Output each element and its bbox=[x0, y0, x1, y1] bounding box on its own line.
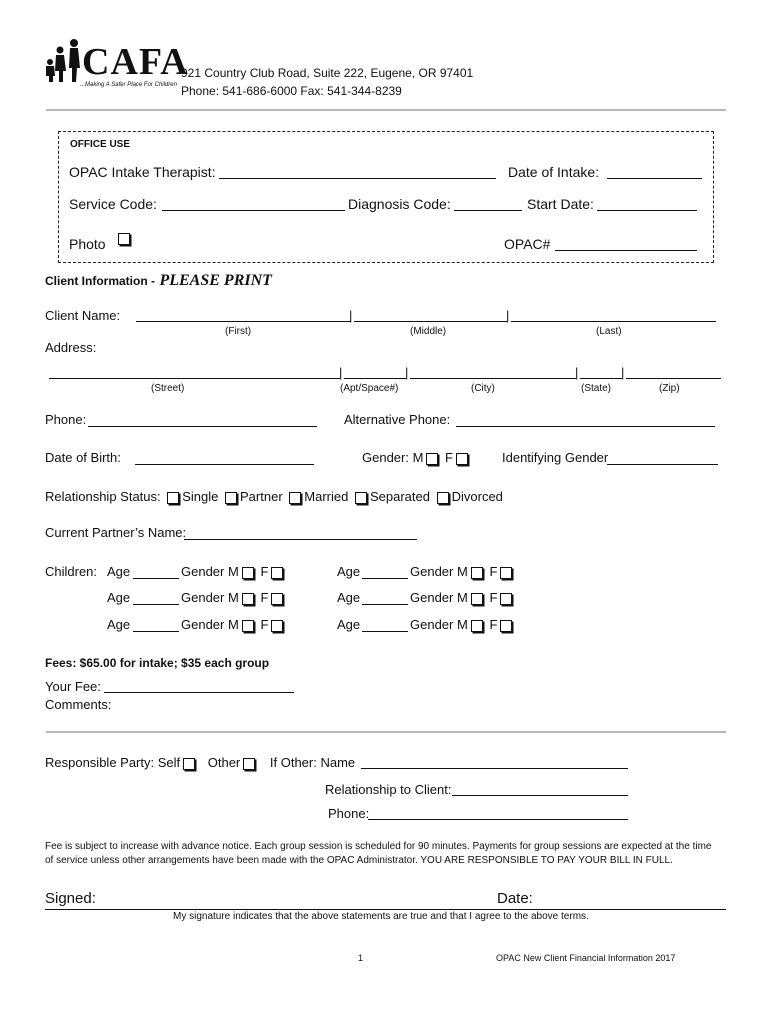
child-f-checkbox[interactable] bbox=[271, 593, 283, 605]
identifying-gender-label: Identifying Gender bbox=[502, 450, 609, 465]
org-address: 921 Country Club Road, Suite 222, Eugene, OR 97401 bbox=[181, 66, 474, 80]
child-m-checkbox[interactable] bbox=[242, 620, 254, 632]
opac-number-field[interactable] bbox=[555, 250, 697, 251]
relationship-to-client-label: Relationship to Client: bbox=[325, 782, 452, 797]
zip-field[interactable] bbox=[626, 378, 721, 379]
signed-label: Signed: bbox=[45, 890, 96, 907]
comments-rule bbox=[46, 731, 726, 733]
divorced-label: Divorced bbox=[451, 489, 503, 504]
age-label: Age bbox=[107, 590, 131, 605]
age-label: Age bbox=[337, 617, 361, 632]
org-phone-fax: Phone: 541-686-6000 Fax: 541-344-8239 bbox=[181, 84, 402, 98]
child-f-checkbox[interactable] bbox=[271, 567, 283, 579]
therapist-label: OPAC Intake Therapist: bbox=[69, 164, 216, 180]
relationship-to-client-field[interactable] bbox=[452, 795, 628, 796]
gender-f-label: F bbox=[445, 450, 453, 465]
gender-m-checkbox[interactable] bbox=[426, 453, 438, 465]
middle-caption: (Middle) bbox=[410, 326, 447, 337]
children-label: Children: bbox=[45, 564, 98, 579]
partner-label: Partner bbox=[240, 489, 283, 504]
alt-phone-label: Alternative Phone: bbox=[344, 412, 451, 427]
intake-date-field[interactable] bbox=[607, 178, 702, 179]
child-age-field[interactable] bbox=[133, 578, 179, 579]
office-use-title: OFFICE USE bbox=[70, 139, 131, 150]
fees-heading: Fees: $65.00 for intake; $35 each group bbox=[45, 656, 270, 670]
gender-label: Gender: M bbox=[362, 450, 424, 465]
other-name-field[interactable] bbox=[361, 768, 628, 769]
child-gender-m-label: Gender M bbox=[410, 590, 468, 605]
address-label: Address: bbox=[45, 340, 97, 355]
if-other-name-label: If Other: Name bbox=[269, 755, 356, 770]
street-field[interactable] bbox=[49, 378, 340, 379]
logo-tagline: ...Making A Safer Place For Children bbox=[80, 82, 177, 88]
first-caption: (First) bbox=[225, 326, 252, 337]
photo-checkbox[interactable] bbox=[118, 233, 130, 245]
client-info-heading-text: Client Information - bbox=[45, 274, 155, 288]
page-number: 1 bbox=[358, 953, 364, 963]
responsible-self-label: Responsible Party: Self bbox=[45, 755, 181, 770]
age-label: Age bbox=[337, 564, 361, 579]
self-checkbox[interactable] bbox=[183, 758, 195, 770]
header-rule bbox=[46, 109, 726, 111]
signature-statement: My signature indicates that the above statements are true and that I agree to the above terms. bbox=[173, 911, 589, 922]
identifying-gender-field[interactable] bbox=[607, 464, 718, 465]
diagnosis-code-field[interactable] bbox=[454, 210, 522, 211]
therapist-field[interactable] bbox=[219, 178, 496, 179]
start-date-field[interactable] bbox=[597, 210, 697, 211]
child-f-label: F bbox=[489, 617, 498, 632]
last-name-field[interactable] bbox=[511, 321, 716, 322]
first-name-field[interactable] bbox=[136, 321, 351, 322]
phone-label: Phone: bbox=[45, 412, 87, 427]
fee-notice-line2: of service unless other arrangements have been made with the OPAC Administrator. YOU ARE RESPONSIBLE TO PAY YOUR BILL IN FULL. bbox=[45, 855, 673, 866]
child-f-label: F bbox=[260, 617, 269, 632]
middle-name-field[interactable] bbox=[354, 321, 507, 322]
child-f-checkbox[interactable] bbox=[271, 620, 283, 632]
child-m-checkbox[interactable] bbox=[471, 593, 483, 605]
other-checkbox[interactable] bbox=[243, 758, 255, 770]
city-caption: (City) bbox=[471, 383, 495, 394]
child-gender-m-label: Gender M bbox=[410, 617, 468, 632]
child-gender-group bbox=[181, 590, 286, 605]
photo-label: Photo bbox=[69, 236, 106, 252]
address-separator: | bbox=[405, 365, 409, 380]
client-name-label: Client Name: bbox=[45, 308, 121, 323]
family-silhouette-icon bbox=[44, 38, 84, 84]
age-label: Age bbox=[107, 617, 131, 632]
child-gender-group bbox=[410, 590, 515, 605]
married-checkbox[interactable] bbox=[289, 492, 301, 504]
opac-number-label: OPAC# bbox=[504, 236, 551, 252]
intake-date-label: Date of Intake: bbox=[508, 164, 600, 180]
street-caption: (Street) bbox=[151, 383, 185, 394]
child-f-label: F bbox=[489, 590, 498, 605]
child-age-field[interactable] bbox=[133, 604, 179, 605]
relationship-label: Relationship Status: bbox=[45, 489, 161, 504]
diagnosis-code-label: Diagnosis Code: bbox=[348, 196, 451, 212]
relationship-row bbox=[45, 489, 503, 504]
please-print-text: PLEASE PRINT bbox=[159, 272, 272, 289]
name-separator: | bbox=[506, 308, 510, 323]
child-gender-group bbox=[410, 564, 515, 579]
your-fee-field[interactable] bbox=[104, 692, 294, 693]
gender-row bbox=[362, 450, 471, 465]
child-f-label: F bbox=[489, 564, 498, 579]
child-age-field[interactable] bbox=[362, 631, 408, 632]
apt-field[interactable] bbox=[344, 378, 406, 379]
state-field[interactable] bbox=[580, 378, 622, 379]
child-m-checkbox[interactable] bbox=[471, 620, 483, 632]
child-gender-group bbox=[181, 564, 286, 579]
service-code-field[interactable] bbox=[162, 210, 345, 211]
child-f-checkbox[interactable] bbox=[500, 567, 512, 579]
start-date-label: Start Date: bbox=[527, 196, 594, 212]
address-separator: | bbox=[339, 365, 343, 380]
child-gender-group bbox=[181, 617, 286, 632]
date-label: Date: bbox=[497, 890, 533, 907]
zip-caption: (Zip) bbox=[659, 383, 680, 394]
signature-line[interactable] bbox=[45, 909, 726, 910]
gender-f-checkbox[interactable] bbox=[456, 453, 468, 465]
separated-checkbox[interactable] bbox=[355, 492, 367, 504]
fee-notice-line1: Fee is subject to increase with advance notice. Each group session is scheduled for 90 minutes. Payments for group sessions are expected at the time bbox=[45, 841, 712, 852]
child-f-label: F bbox=[260, 590, 269, 605]
single-label: Single bbox=[182, 489, 219, 504]
partner-name-field[interactable] bbox=[184, 539, 417, 540]
age-label: Age bbox=[107, 564, 131, 579]
divorced-checkbox[interactable] bbox=[437, 492, 449, 504]
child-gender-m-label: Gender M bbox=[181, 564, 239, 579]
child-m-checkbox[interactable] bbox=[242, 593, 254, 605]
address-separator: | bbox=[621, 365, 625, 380]
responsible-phone-label: Phone: bbox=[328, 806, 370, 821]
apt-caption: (Apt/Space#) bbox=[340, 383, 399, 394]
partner-name-label: Current Partner’s Name: bbox=[45, 525, 187, 540]
your-fee-label: Your Fee: bbox=[45, 679, 101, 694]
married-label: Married bbox=[304, 489, 349, 504]
name-separator: | bbox=[349, 308, 353, 323]
child-gender-m-label: Gender M bbox=[181, 617, 239, 632]
state-caption: (State) bbox=[581, 383, 612, 394]
child-gender-group bbox=[410, 617, 515, 632]
city-field[interactable] bbox=[410, 378, 576, 379]
responsible-phone-field[interactable] bbox=[368, 819, 628, 820]
document-title: OPAC New Client Financial Information 2017 bbox=[496, 953, 676, 963]
alt-phone-field[interactable] bbox=[456, 426, 715, 427]
child-age-field[interactable] bbox=[133, 631, 179, 632]
child-m-checkbox[interactable] bbox=[242, 567, 254, 579]
child-m-checkbox[interactable] bbox=[471, 567, 483, 579]
responsible-other-label: Other bbox=[207, 755, 241, 770]
child-f-label: F bbox=[260, 564, 269, 579]
comments-label: Comments: bbox=[45, 697, 112, 712]
dob-label: Date of Birth: bbox=[45, 450, 121, 465]
service-code-label: Service Code: bbox=[69, 196, 157, 212]
child-age-field[interactable] bbox=[362, 578, 408, 579]
single-checkbox[interactable] bbox=[167, 492, 179, 504]
child-age-field[interactable] bbox=[362, 604, 408, 605]
child-f-checkbox[interactable] bbox=[500, 593, 512, 605]
age-label: Age bbox=[337, 590, 361, 605]
client-info-heading bbox=[45, 272, 272, 290]
separated-label: Separated bbox=[369, 489, 430, 504]
address-separator: | bbox=[575, 365, 579, 380]
phone-field[interactable] bbox=[88, 426, 317, 427]
child-f-checkbox[interactable] bbox=[500, 620, 512, 632]
dob-field[interactable] bbox=[135, 464, 314, 465]
logo-text: CAFA bbox=[82, 41, 189, 83]
partner-checkbox[interactable] bbox=[225, 492, 237, 504]
last-caption: (Last) bbox=[596, 326, 622, 337]
responsible-row bbox=[45, 755, 355, 770]
child-gender-m-label: Gender M bbox=[410, 564, 468, 579]
child-gender-m-label: Gender M bbox=[181, 590, 239, 605]
